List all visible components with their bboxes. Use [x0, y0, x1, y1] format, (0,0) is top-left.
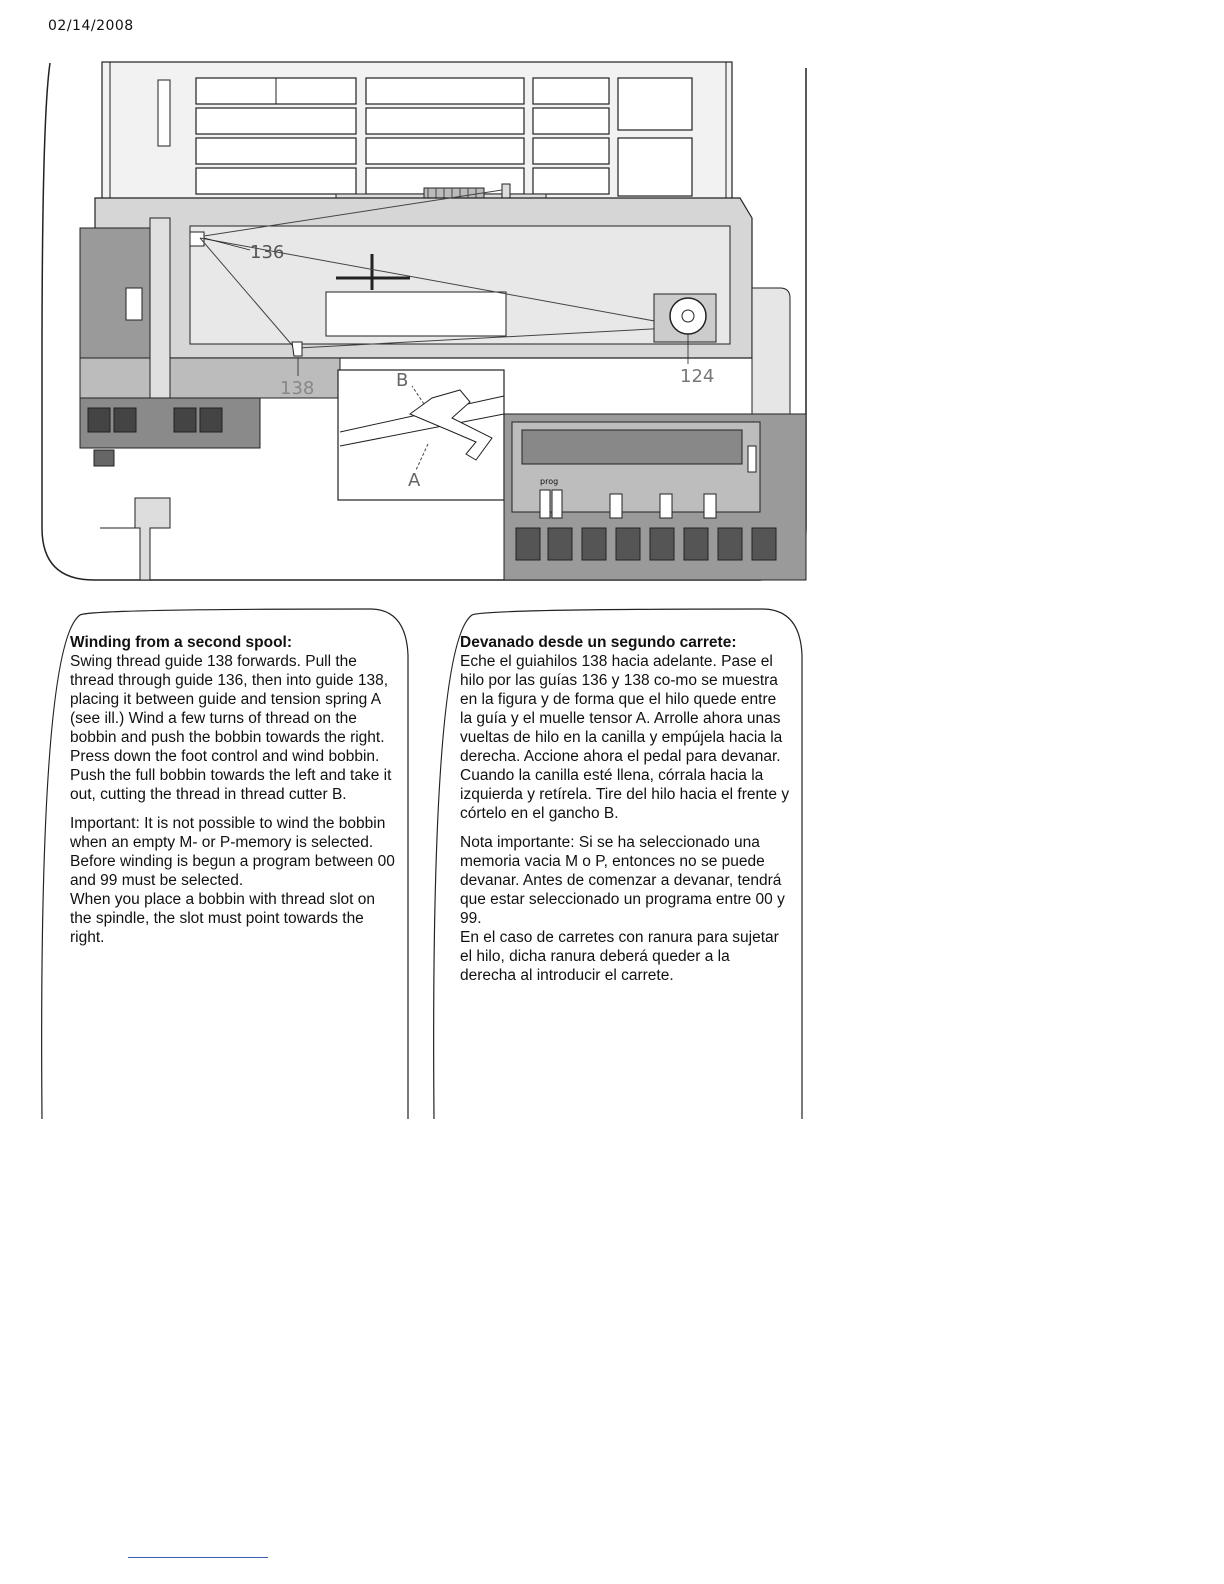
callout-124: 124 [680, 366, 715, 387]
spanish-panel [432, 605, 804, 1125]
english-panel [40, 605, 410, 1125]
illustration-svg [40, 58, 810, 588]
english-paragraph-2: Press down the foot control and wind bobbin. Push the full bobbin towards the left and take it out, cutting the thread in thread cutter B. [70, 748, 392, 803]
callout-138: 138 [280, 378, 315, 399]
english-paragraph-4: When you place a bobbin with thread slot on the spindle, the slot must point towards the right. [70, 891, 376, 946]
spanish-paragraph-1: Eche el guiahilos 138 hacia adelante. Pase el hilo por las guías 136 y 138 co-mo se muestra en la figura y de forma que el hilo quede entre la guía y el muelle tensor A. Arrolle ahora unas vueltas de hilo en la canilla y empújela hacia la derecha. Accione ahora el pedal para devanar. Cuando la canilla esté llena, córrala hacia la izquierda y retírela. Tire del hilo hacia el frente y córtelo en el gancho B. [460, 653, 790, 822]
callout-b: B [396, 370, 409, 391]
english-paragraph-3: Important: It is not possible to wind the bobbin when an empty M- or P-memory is selected. Before winding is begun a program between 00 and 99 must be selected. [70, 815, 395, 889]
footer-rule [128, 1557, 268, 1558]
callout-136: 136 [250, 242, 285, 263]
spanish-paragraph-2: Nota importante: Si se ha seleccionado una memoria vacia M o P, entonces no se puede devanar. Antes de comenzar a devanar, tendrá que estar seleccionado un programa entre 00 y 99. [460, 834, 785, 927]
spanish-paragraph-3: En el caso de carretes con ranura para sujetar el hilo, dicha ranura deberá queder a la derecha al introducir el carrete. [460, 929, 779, 984]
english-heading: Winding from a second spool: [70, 634, 293, 651]
sewing-machine-illustration [40, 58, 810, 588]
panel-label-prog: prog [540, 477, 559, 486]
document-date: 02/14/2008 [48, 18, 134, 34]
callout-a: A [408, 470, 421, 491]
english-paragraph-1: Swing thread guide 138 forwards. Pull the thread through guide 136, then into guide 138, placing it between guide and tension spring A (see ill.) Wind a few turns of thread on the bobbin and push the bobbin towards the right. [70, 653, 389, 746]
spanish-heading: Devanado desde un segundo carrete: [460, 634, 737, 651]
